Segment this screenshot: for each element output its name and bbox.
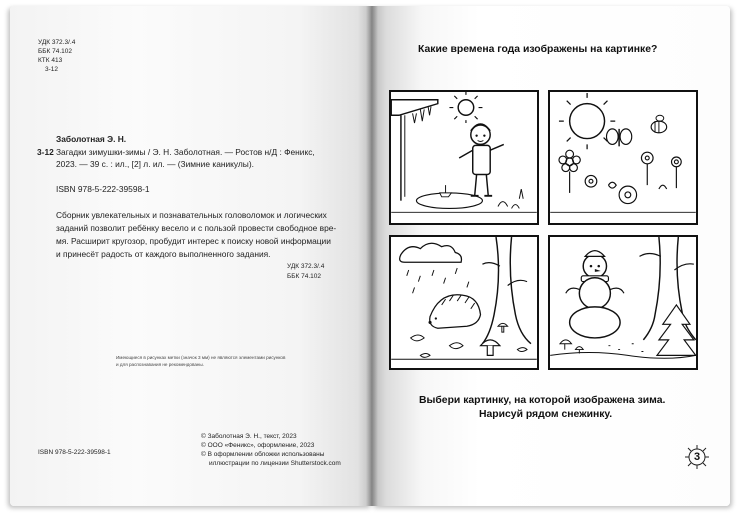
- book-gutter-shadow: [366, 6, 378, 506]
- spring-illustration: [391, 92, 537, 223]
- classification-ktk: КТК 413: [38, 57, 63, 64]
- udk-right: УДК 372.3/.4: [287, 263, 325, 270]
- page-number: 3: [693, 451, 701, 463]
- classification-udk: УДК 372.3/.4: [38, 39, 76, 46]
- isbn-bottom: ISBN 978-5-222-39598-1: [38, 449, 111, 456]
- summer-picture: [548, 90, 698, 225]
- author-index: 3-12: [37, 147, 54, 157]
- winter-picture: [548, 235, 698, 370]
- author-name: Заболотная Э. Н.: [56, 134, 127, 144]
- description-line-3: мя. Расширит кругозор, пробудит интерес к поиску новой информации: [56, 236, 331, 246]
- fine-print-line-1: Имеющиеся в рисунках метки (значок 3 мм) не являются элементами рисунков: [116, 355, 286, 360]
- fine-print-line-2: и для распознавания не рекомендованы.: [116, 362, 205, 367]
- bibliographic-line-1: Загадки зимушки-зимы / Э. Н. Заболотная. — Ростов н/Д : Феникс,: [56, 147, 315, 157]
- description-line-2: заданий позволит ребёнку весело и с пользой провести свободное вре-: [56, 223, 337, 233]
- instruction-line-2: Нарисуй рядом снежинку.: [479, 409, 613, 420]
- question-heading: Какие времена года изображены на картинке?: [418, 44, 658, 55]
- spring-picture: [389, 90, 539, 225]
- summer-illustration: [550, 92, 696, 223]
- classification-bbk: ББК 74.102: [38, 48, 73, 55]
- copyright-line-4: иллюстрации по лицензии Shutterstock.com: [209, 460, 341, 467]
- instruction-line-1: Выбери картинку, на которой изображена зима.: [419, 395, 666, 406]
- classification-index: 3-12: [45, 66, 59, 73]
- copyright-line-3: © В оформлении обложки использованы: [201, 451, 325, 458]
- autumn-picture: [389, 235, 539, 370]
- autumn-illustration: [391, 237, 537, 368]
- isbn: ISBN 978-5-222-39598-1: [56, 184, 150, 194]
- description-line-1: Сборник увлекательных и познавательных головоломок и логических: [56, 210, 327, 220]
- description-line-4: и принесёт радость от каждого выполненного задания.: [56, 249, 271, 259]
- bibliographic-line-2: 2023. — 39 с. : ил., [2] л. ил. — (Зимние каникулы).: [56, 159, 254, 169]
- copyright-line-2: © ООО «Феникс», оформление, 2023: [201, 442, 315, 449]
- bbk-right: ББК 74.102: [287, 273, 322, 280]
- copyright-line-1: © Заболотная Э. Н., текст, 2023: [201, 433, 297, 440]
- winter-illustration: [550, 237, 696, 368]
